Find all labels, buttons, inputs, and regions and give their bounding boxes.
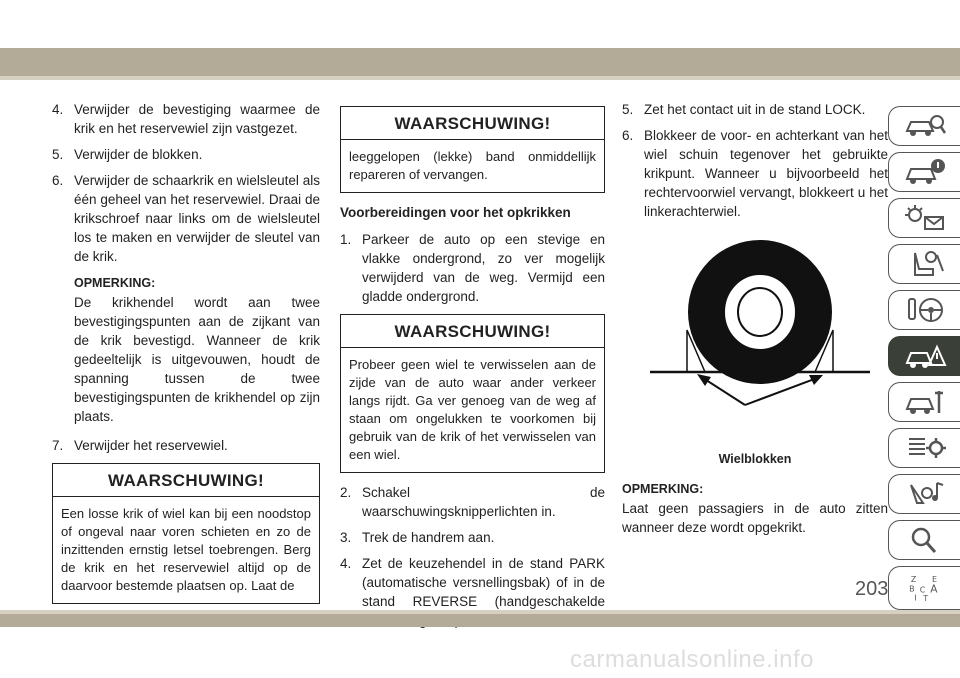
list-item (622, 126, 888, 221)
tab-car-search[interactable] (888, 106, 960, 146)
section-heading: Voorbereidingen voor het opkrikken (340, 205, 571, 220)
warning-box (340, 314, 605, 473)
list-text: Zet de keuzehendel in de stand PARK (automatische versnellingsbak) of in de stand REVERSE (handgeschakelde (362, 556, 605, 609)
list-text: Parkeer de auto op een stevige en vlakke ondergrond, zo ver mogelijk verwijderd van de weg. Vermijd een gladde ondergrond. (362, 232, 605, 304)
list-text: Blokkeer de voor- en achterkant van het wiel schuin tegenover het gebruikte krikpunt. Wanneer u bijvoorbeeld het rechtervoorwiel vervangt, blokkeert u het linkerachterwiel. (644, 128, 888, 219)
header-band-light (0, 76, 960, 80)
tab-maintenance[interactable] (888, 382, 960, 422)
list-text: Verwijder de schaarkrik en wielsleutel als één geheel van het reservewiel. Draai de krikschroef naar links om de wielsleutel los te maken en verwijder de sleutel van de krik. (74, 173, 320, 264)
figure-caption: Wielblokken (718, 452, 792, 466)
list-text: Verwijder de blokken. (74, 147, 203, 162)
note-block (74, 274, 320, 426)
list-number: 7. (52, 438, 64, 453)
car-search-icon (903, 111, 947, 141)
list-number: 5. (622, 102, 634, 117)
index-letter: I (913, 593, 917, 603)
tab-car-info[interactable] (888, 152, 960, 192)
column-left (52, 100, 320, 614)
list-number: 6. (52, 173, 64, 188)
tab-multimedia[interactable] (888, 474, 960, 514)
note-text: Laat geen passagiers in de auto zitten wanneer deze wordt opgekrikt. (622, 501, 888, 535)
column-middle (340, 106, 605, 637)
list-text: Verwijder de bevestiging waarmee de krik en het reservewiel zijn vastgezet. (74, 102, 320, 136)
tab-driving[interactable] (888, 290, 960, 330)
list-item (52, 436, 320, 455)
index-letter: E (931, 574, 937, 584)
list-item (622, 100, 888, 119)
note-heading: OPMERKING: (622, 482, 704, 496)
warning-text: Probeer geen wiel te verwisselen aan de zijde van de auto waar ander verkeer langs rijdt. Ga ver genoeg van de weg af staan om ongelukken te voorkomen bij gebruik van de krik of het verwisselen van een wiel. (349, 357, 596, 462)
specs-gear-icon (903, 433, 947, 463)
tab-emergency[interactable] (888, 336, 960, 376)
warning-heading: WAARSCHUWING! (341, 315, 604, 348)
steering-wheel-icon (903, 295, 947, 325)
list-item (340, 483, 605, 521)
index-letter: T (922, 594, 928, 603)
multimedia-icon (903, 479, 947, 509)
warning-box (340, 106, 605, 193)
tab-index[interactable] (888, 566, 960, 610)
tab-specifications[interactable] (888, 428, 960, 468)
list-number: 4. (52, 102, 64, 117)
list-item (340, 230, 605, 306)
tab-warning-lights[interactable] (888, 198, 960, 238)
list-text: Schakel de waarschuwingsknipperlichten in. (362, 485, 605, 519)
tab-seats[interactable] (888, 244, 960, 284)
list-text: Zet het contact uit in de stand LOCK. (644, 102, 866, 117)
magnifier-icon (903, 525, 947, 555)
list-number: 3. (340, 530, 352, 545)
warning-light-mail-icon (903, 203, 947, 233)
index-letter: Z (910, 574, 916, 584)
warning-box (52, 463, 320, 604)
wheel-chock-figure (645, 240, 875, 450)
note-block (622, 480, 888, 537)
list-item (340, 528, 605, 547)
list-number: 5. (52, 147, 64, 162)
note-heading: OPMERKING: (74, 276, 156, 290)
footer-band (0, 614, 960, 627)
seat-airbag-icon (903, 249, 947, 279)
car-info-icon (903, 157, 947, 187)
warning-text: leeggelopen (lekke) band onmiddellijk repareren of vervangen. (349, 149, 596, 182)
arrowhead-left (697, 374, 711, 386)
header-band (0, 48, 960, 76)
index-letter: B (908, 584, 915, 594)
list-number: 4. (340, 556, 352, 571)
column-right (622, 100, 888, 228)
warning-heading: WAARSCHUWING! (53, 464, 319, 497)
tab-search[interactable] (888, 520, 960, 560)
list-item (52, 145, 320, 164)
index-letter: C (919, 585, 925, 595)
watermark: carmanualsonline.info (570, 646, 814, 673)
warning-text: Een losse krik of wiel kan bij een noodstop of ongeval naar voren schieten en zo de inzittenden ernstig letsel toebrengen. Berg de krik en het reservewiel altijd op de daarvoor bestemde plaatsen op. Laat de (61, 506, 311, 593)
list-item (52, 171, 320, 266)
car-emergency-icon (903, 341, 947, 371)
list-number: 2. (340, 485, 352, 500)
index-letter: A (929, 583, 938, 596)
arrow-left (703, 378, 745, 405)
page-number: 203 (855, 578, 889, 600)
warning-heading: WAARSCHUWING! (341, 107, 604, 140)
list-number: 1. (340, 232, 352, 247)
list-text: Verwijder het reservewiel. (74, 438, 228, 453)
list-item (52, 100, 320, 138)
note-text: De krikhendel wordt aan twee bevestigingspunten aan de zijkant van de krik bevestigd. Wanneer de krik gedeeltelijk is uitgevouwen, houdt de spanning tussen de twee bevestigingspunten de krikhendel op zijn plaats. (74, 295, 320, 424)
hub (738, 288, 782, 336)
index-az-icon (903, 573, 947, 603)
car-wrench-icon (903, 387, 947, 417)
list-text: Trek de handrem aan. (362, 530, 495, 545)
list-number: 6. (622, 128, 634, 143)
